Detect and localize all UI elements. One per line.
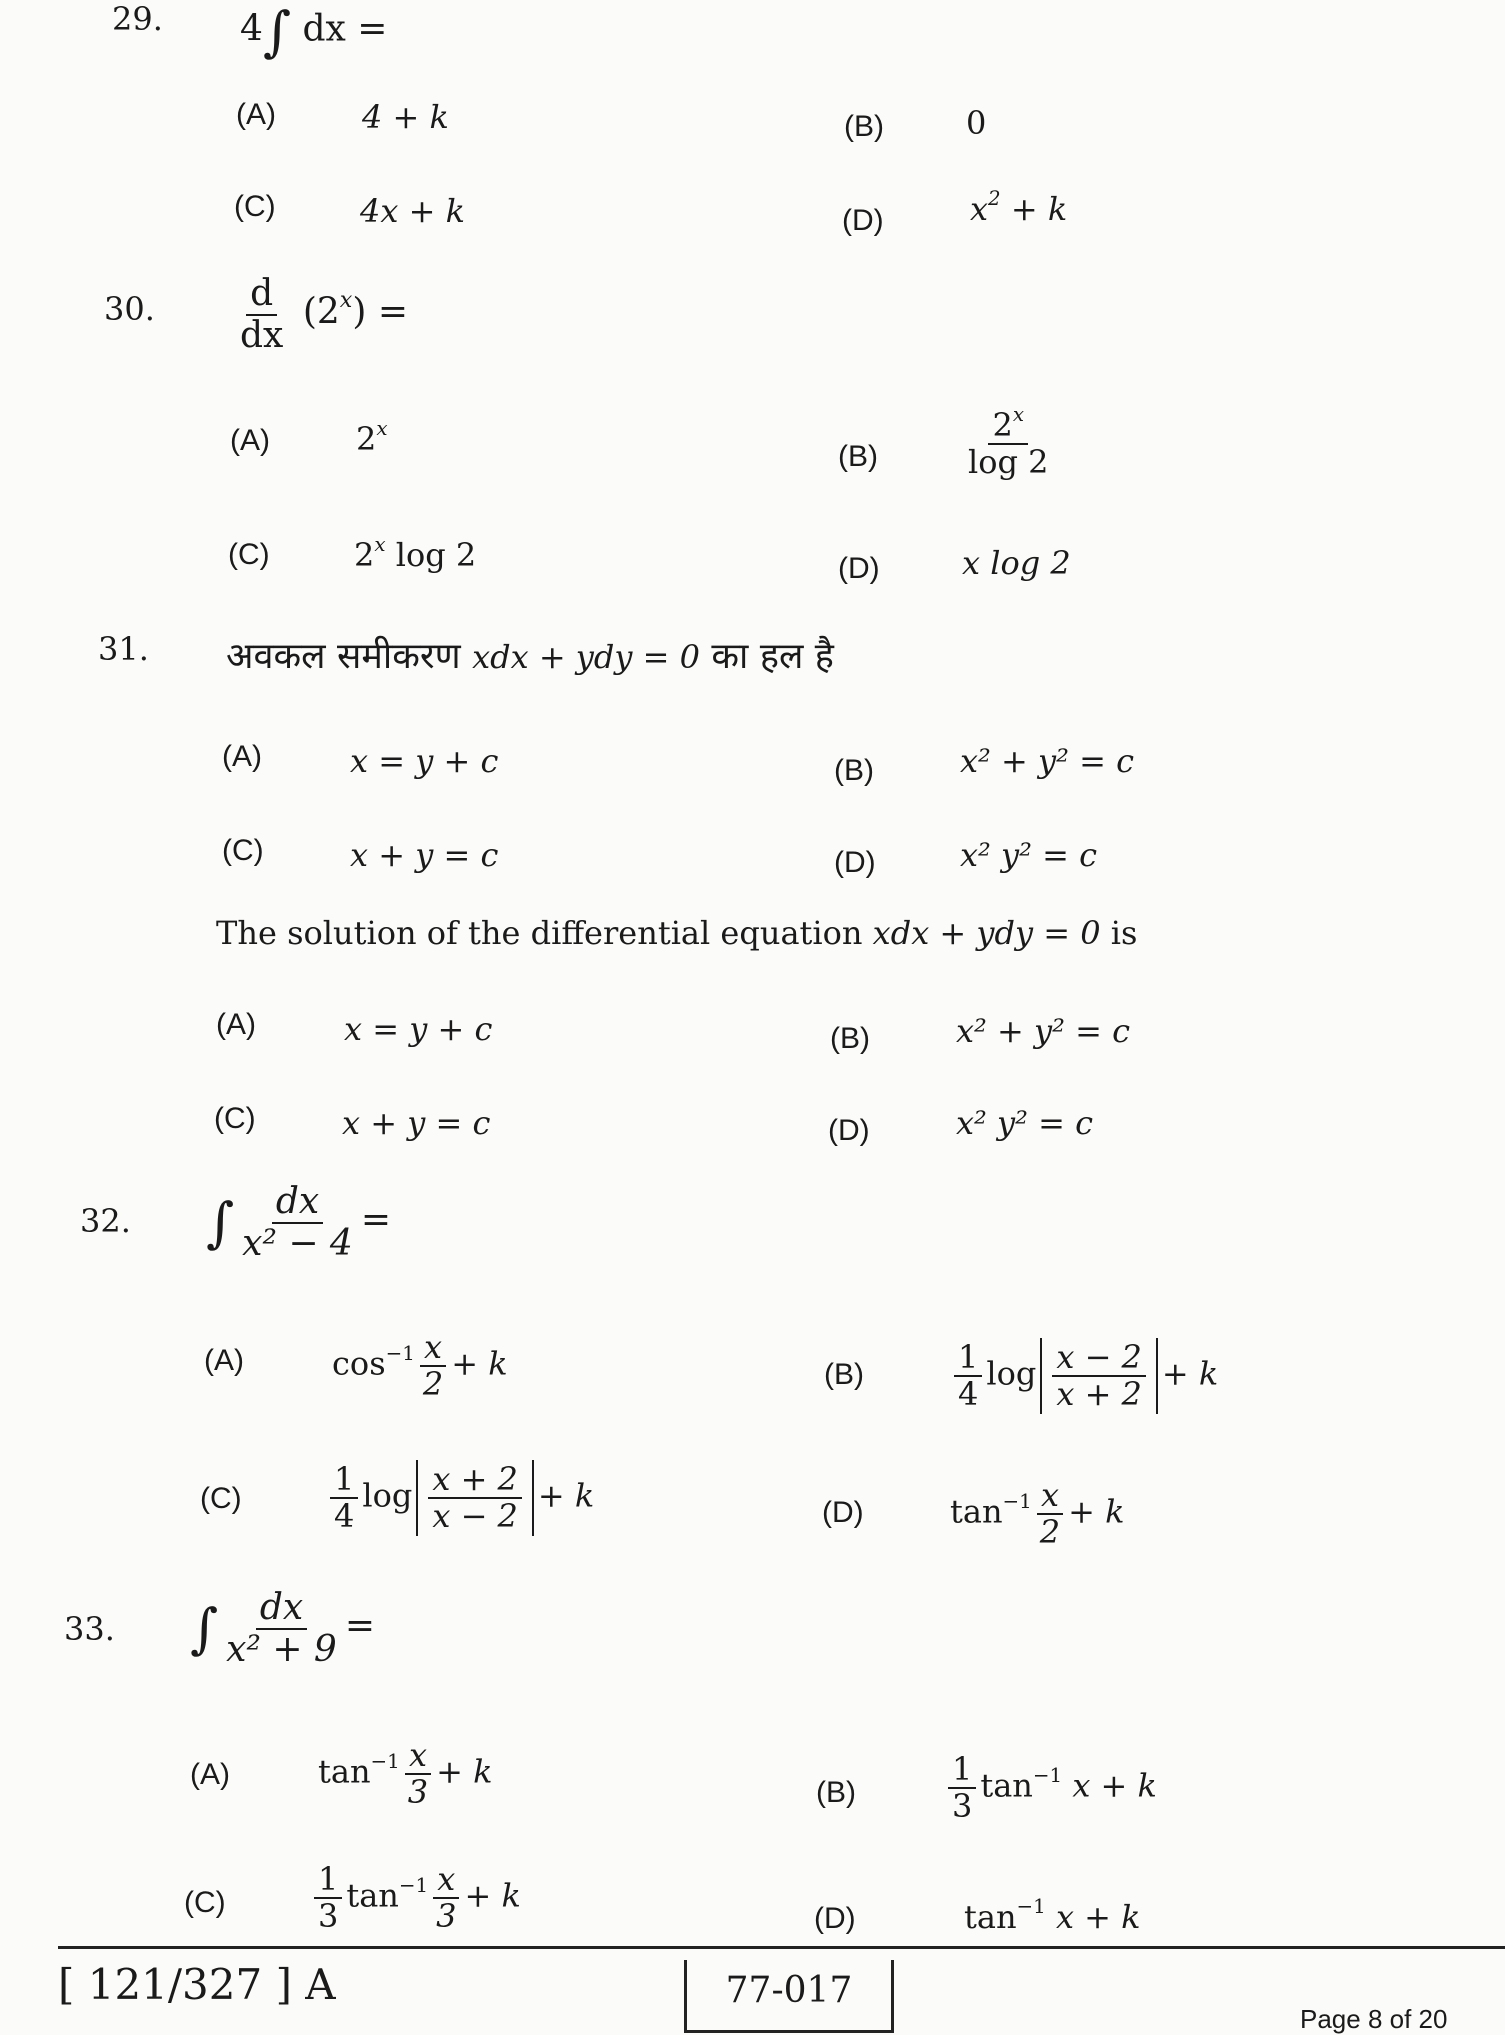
question-stem: $\frac{d}{dx}$ $(2^x)$ =	[232, 274, 408, 355]
option-label: (A)	[190, 1758, 230, 1791]
option-text: $x^2 + k$	[970, 187, 1068, 228]
option-text: 2$^x$	[356, 417, 388, 458]
paper-code: [ 121/327 ] A	[58, 1960, 336, 2009]
option-text: x = y + c	[350, 742, 499, 780]
option-text: $\frac{1}{4}$ log $\frac{x + 2}{x - 2}$ + k	[326, 1460, 594, 1536]
option-text: x = y + c	[344, 1010, 493, 1048]
option-label: (D)	[842, 204, 884, 237]
option-text: x² + y² = c	[956, 1012, 1131, 1050]
question-number: 30.	[104, 290, 155, 328]
option-text: $\tan^{-1} x + k$	[964, 1895, 1141, 1936]
derivative-fraction: $\frac{d}{dx}$	[240, 273, 284, 356]
option-label: (C)	[200, 1482, 242, 1515]
option-label: (B)	[834, 754, 874, 787]
integral-sign-icon: ∫	[190, 1597, 219, 1661]
option-label: (D)	[814, 1902, 856, 1935]
option-label: (C)	[184, 1886, 226, 1919]
question-stem: 4∫ dx =	[240, 0, 388, 63]
booklet-code-box: 77-017	[684, 1960, 894, 2033]
option-text: $\cos^{-1}$ $\frac{x}{2}$ + k	[332, 1328, 508, 1404]
option-text: 2$^x$ log 2	[354, 533, 477, 574]
option-label: (C)	[222, 834, 264, 867]
question-stem-english: The solution of the differential equation xdx + ydy = 0 is	[216, 914, 1138, 952]
option-text: x + y = c	[342, 1104, 491, 1142]
option-label: (D)	[822, 1496, 864, 1529]
question-stem-hindi: अवकल समीकरण xdx + ydy = 0 का हल है	[226, 636, 834, 677]
integral-sign-icon: ∫	[206, 1191, 235, 1255]
question-number: 32.	[80, 1202, 131, 1240]
footer-rule	[58, 1946, 1505, 1949]
option-text: $\frac{1}{4}$ log $\frac{x - 2}{x + 2}$ + k	[950, 1338, 1218, 1414]
option-text: x log 2	[962, 544, 1071, 582]
option-label: (D)	[828, 1114, 870, 1147]
option-text: $\frac{1}{3}$ $\tan^{-1}$ $\frac{x}{3}$ + k	[310, 1862, 521, 1934]
option-label: (D)	[838, 552, 880, 585]
absolute-value-bars: $\frac{x + 2}{x - 2}$	[416, 1460, 534, 1536]
option-text: x² y² = c	[956, 1104, 1094, 1142]
option-label: (B)	[838, 440, 878, 473]
option-text: $\frac{1}{3}$ $\tan^{-1} x + k$	[944, 1752, 1157, 1824]
option-label: (A)	[236, 98, 276, 131]
option-label: (A)	[230, 424, 270, 457]
option-label: (C)	[214, 1102, 256, 1135]
page-number: Page 8 of 20	[1300, 2004, 1448, 2034]
integral-sign-icon: ∫	[262, 0, 292, 63]
option-text: $\tan^{-1}$ $\frac{x}{2}$ + k	[950, 1476, 1125, 1552]
question-stem: ∫ $\frac{dx}{\text{x² + 9}}$ =	[190, 1587, 376, 1670]
option-text: 4 + k	[362, 98, 449, 136]
question-number: 31.	[98, 630, 149, 668]
option-text: $\frac{2^x}{\log 2}$	[968, 403, 1049, 482]
option-text: 4x + k	[360, 192, 465, 230]
option-text: $\tan^{-1}$ $\frac{x}{3}$ + k	[318, 1736, 493, 1812]
option-text: x + y = c	[350, 836, 499, 874]
option-text: x² y² = c	[960, 836, 1098, 874]
option-label: (A)	[216, 1008, 256, 1041]
option-label: (B)	[824, 1358, 864, 1391]
option-label: (B)	[830, 1022, 870, 1055]
option-label: (A)	[204, 1344, 244, 1377]
option-label: (A)	[222, 740, 262, 773]
absolute-value-bars: $\frac{x - 2}{x + 2}$	[1040, 1338, 1158, 1414]
option-label: (C)	[234, 190, 276, 223]
question-number: 29.	[112, 0, 163, 38]
option-label: (B)	[844, 110, 884, 143]
question-stem: ∫ $\frac{dx}{\text{x² − 4}}$ =	[206, 1181, 392, 1264]
option-text: x² + y² = c	[960, 742, 1135, 780]
option-label: (D)	[834, 846, 876, 879]
option-label: (C)	[228, 538, 270, 571]
option-text: 0	[966, 104, 987, 142]
question-number: 33.	[64, 1610, 115, 1648]
option-label: (B)	[816, 1776, 856, 1809]
